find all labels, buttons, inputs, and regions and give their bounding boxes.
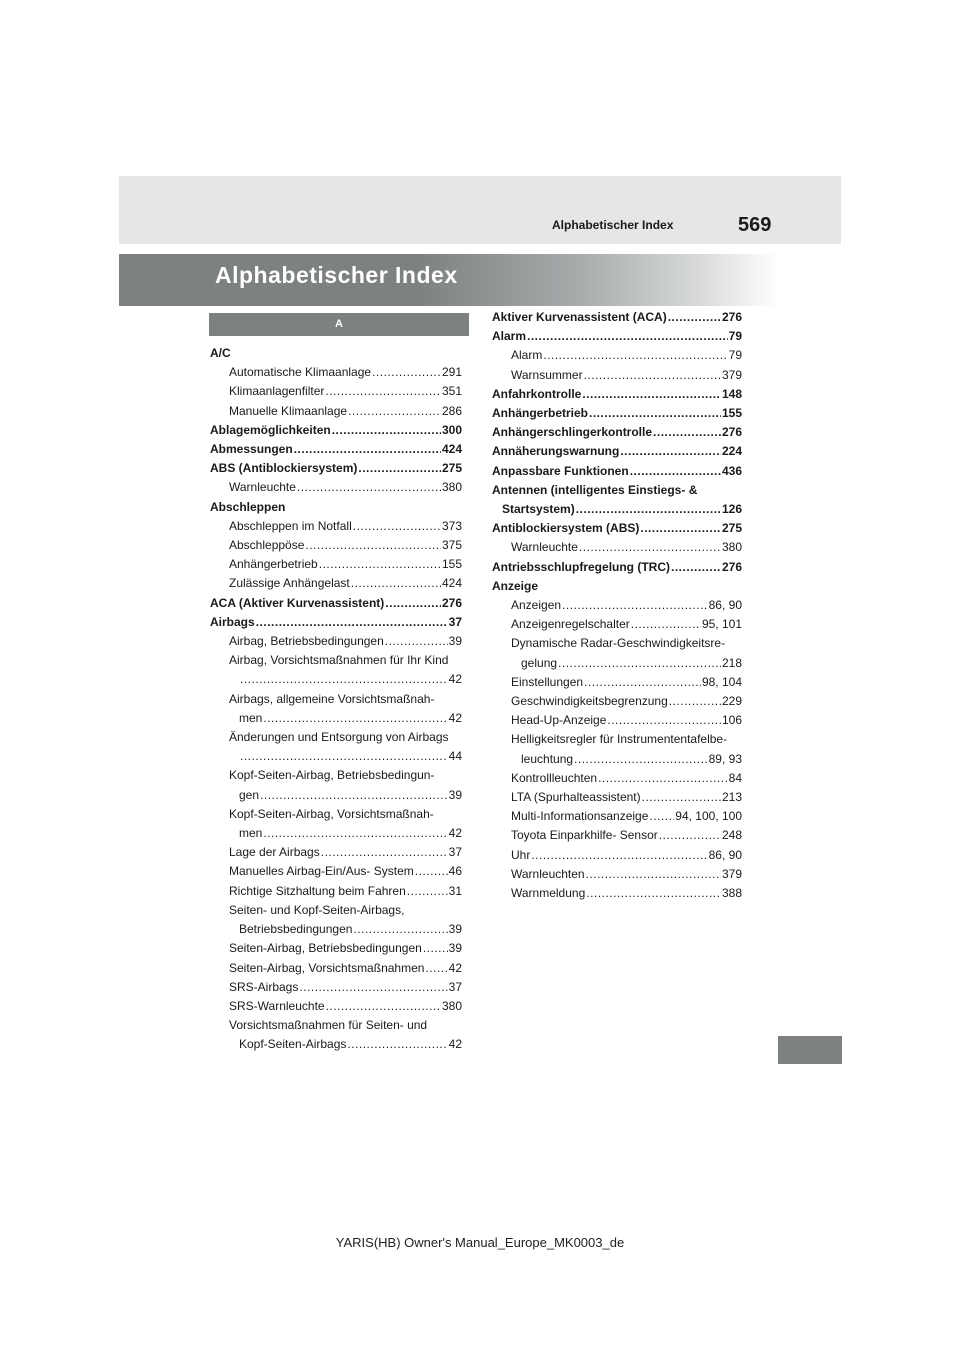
index-entry: Kopf-Seiten-Airbag, Vorsichtsmaßnah- bbox=[229, 806, 434, 821]
index-entry: Anzeige bbox=[492, 578, 539, 593]
index-entry: men ..... 42 bbox=[210, 709, 462, 728]
index-entry: Head-Up-Anzeige ..... 106 bbox=[492, 711, 742, 730]
index-entry: SRS-Warnleuchte ..... 380 bbox=[210, 997, 462, 1016]
index-entry: Startsystem) ..... 126 bbox=[492, 500, 742, 519]
index-entry: SRS-Airbags ..... 37 bbox=[210, 978, 462, 997]
index-entry: Änderungen und Entsorgung von Airbags bbox=[229, 730, 449, 745]
index-entry: Abschleppen im Notfall ..... 373 bbox=[210, 517, 462, 536]
index-entry: Einstellungen ..... 98, 104 bbox=[492, 673, 742, 692]
index-entry: Warnmeldung ..... 388 bbox=[492, 884, 742, 903]
index-entry: Dynamische Radar-Geschwindigkeitsre- bbox=[511, 636, 726, 651]
index-entry: Kopf-Seiten-Airbag, Betriebsbedingun- bbox=[229, 768, 435, 783]
index-entry: Antriebsschlupfregelung (TRC) ..... 276 bbox=[492, 558, 742, 577]
index-entry: Uhr ..... 86, 90 bbox=[492, 846, 742, 865]
index-entry: Anzeigen ..... 86, 90 bbox=[492, 596, 742, 615]
index-entry: Antennen (intelligentes Einstiegs- & bbox=[492, 482, 698, 497]
index-entry: Vorsichtsmaßnahmen für Seiten- und bbox=[229, 1018, 428, 1033]
index-entry: leuchtung ..... 89, 93 bbox=[492, 750, 742, 769]
index-column-right bbox=[492, 308, 742, 903]
header-band bbox=[119, 176, 841, 244]
index-entry: A/C bbox=[210, 346, 231, 360]
index-entry: Seiten-Airbag, Vorsichtsmaßnahmen ..... 42 bbox=[210, 959, 462, 978]
index-entry: men ..... 42 bbox=[210, 824, 462, 843]
index-entry: Anhängerbetrieb ..... 155 bbox=[210, 555, 462, 574]
index-entry: Airbags, allgemeine Vorsichtsmaßnah- bbox=[229, 691, 435, 706]
index-entry: Anhängerbetrieb ..... 155 bbox=[492, 404, 742, 423]
index-entry: Airbags ..... 37 bbox=[210, 613, 462, 632]
index-entry: Ablagemöglichkeiten ..... 300 bbox=[210, 421, 462, 440]
index-entry: Airbag, Betriebsbedingungen ..... 39 bbox=[210, 632, 462, 651]
section-thumb-tab bbox=[778, 1036, 842, 1064]
index-entry: Abschleppöse ..... 375 bbox=[210, 536, 462, 555]
header-title: Alphabetischer Index bbox=[552, 218, 674, 232]
index-entry: gen ..... 39 bbox=[210, 786, 462, 805]
index-entry: Multi-Informationsanzeige ..... 94, 100, 100 bbox=[492, 807, 742, 826]
page-title: Alphabetischer Index bbox=[215, 262, 458, 288]
index-entry: Airbag, Vorsichtsmaßnahmen für Ihr Kind bbox=[229, 653, 449, 668]
index-column-left bbox=[210, 344, 462, 1055]
index-entry: Betriebsbedingungen ..... 39 bbox=[210, 920, 462, 939]
index-entry: Richtige Sitzhaltung beim Fahren ..... 31 bbox=[210, 882, 462, 901]
index-entry: Anfahrkontrolle ..... 148 bbox=[492, 385, 742, 404]
page-number: 569 bbox=[738, 214, 772, 236]
index-entry: Abschleppen bbox=[210, 499, 286, 514]
index-entry: Annäherungswarnung ..... 224 bbox=[492, 442, 742, 461]
index-entry: Seiten-Airbag, Betriebsbedingungen ..... 39 bbox=[210, 939, 462, 958]
index-entry: ABS (Antiblockiersystem) ..... 275 bbox=[210, 459, 462, 478]
index-entry: Alarm ..... 79 bbox=[492, 327, 742, 346]
index-entry: ACA (Aktiver Kurvenassistent) ..... 276 bbox=[210, 594, 462, 613]
index-entry: Warnleuchte ..... 380 bbox=[210, 478, 462, 497]
index-entry: Alarm ..... 79 bbox=[492, 346, 742, 365]
index-entry: Toyota Einparkhilfe- Sensor ..... 248 bbox=[492, 826, 742, 845]
index-entry: Anpassbare Funktionen ..... 436 bbox=[492, 462, 742, 481]
index-entry: Warnleuchten ..... 379 bbox=[492, 865, 742, 884]
index-entry: gelung ..... 218 bbox=[492, 654, 742, 673]
index-entry: Antiblockiersystem (ABS) ..... 275 bbox=[492, 519, 742, 538]
index-entry: LTA (Spurhalteassistent) ..... 213 bbox=[492, 788, 742, 807]
index-entry: Klimaanlagenfilter ..... 351 bbox=[210, 382, 462, 401]
index-entry: Kontrollleuchten ..... 84 bbox=[492, 769, 742, 788]
index-entry: Seiten- und Kopf-Seiten-Airbags, bbox=[229, 902, 405, 917]
footer-doc-id: YARIS(HB) Owner's Manual_Europe_MK0003_de bbox=[335, 1235, 625, 1250]
index-entry: ..... 44 bbox=[210, 747, 462, 766]
index-entry: Zulässige Anhängelast ..... 424 bbox=[210, 574, 462, 593]
index-entry: Warnleuchte ..... 380 bbox=[492, 538, 742, 557]
letter-heading: A bbox=[209, 313, 469, 336]
index-entry: ..... 42 bbox=[210, 670, 462, 689]
index-entry: Anzeigenregelschalter ..... 95, 101 bbox=[492, 615, 742, 634]
index-entry: Abmessungen ..... 424 bbox=[210, 440, 462, 459]
index-entry: Manuelle Klimaanlage ..... 286 bbox=[210, 402, 462, 421]
index-entry: Kopf-Seiten-Airbags ..... 42 bbox=[210, 1035, 462, 1054]
index-entry: Warnsummer ..... 379 bbox=[492, 366, 742, 385]
index-entry: Manuelles Airbag-Ein/Aus- System ..... 46 bbox=[210, 862, 462, 881]
index-entry: Geschwindigkeitsbegrenzung ..... 229 bbox=[492, 692, 742, 711]
index-entry: Anhängerschlingerkontrolle ..... 276 bbox=[492, 423, 742, 442]
index-entry: Aktiver Kurvenassistent (ACA) ..... 276 bbox=[492, 308, 742, 327]
index-entry: Automatische Klimaanlage ..... 291 bbox=[210, 363, 462, 382]
index-entry: Helligkeitsregler für Instrumententafelbe- bbox=[511, 732, 728, 747]
index-entry: Lage der Airbags ..... 37 bbox=[210, 843, 462, 862]
